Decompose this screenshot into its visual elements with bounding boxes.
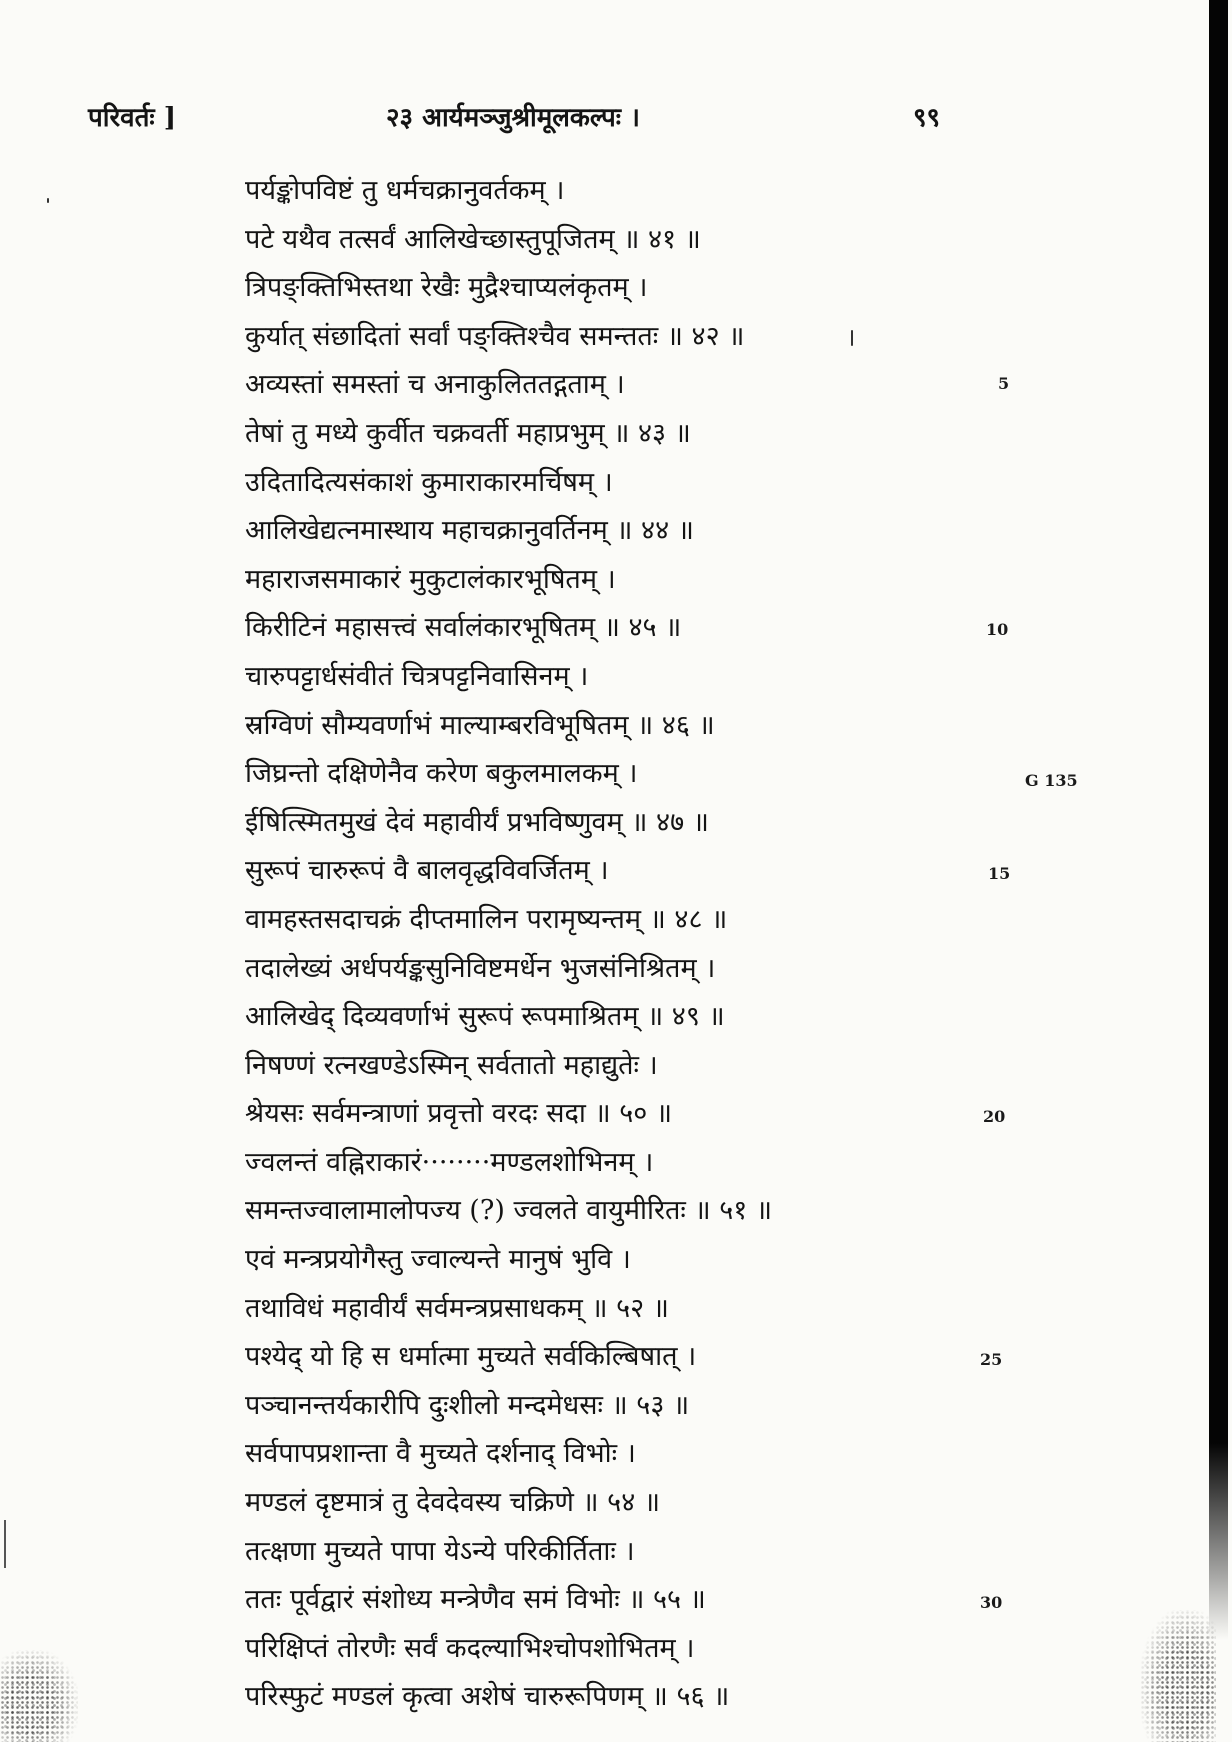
- scan-edge-shadow: [1209, 0, 1228, 1640]
- verse-line: त्रिपङ्क्तिभिस्तथा रेखैः मुद्रैश्चाप्यलंकृतम् ।: [245, 272, 648, 304]
- line-number-marker: 15: [988, 864, 1011, 883]
- verse-line: आलिखेद्यत्नमास्थाय महाचक्रानुवर्तिनम् ॥ ४४ ॥: [245, 515, 694, 547]
- verse-line: निषण्णं रत्नखण्डेऽस्मिन् सर्वतातो महाद्युतेः ।: [245, 1049, 658, 1081]
- verse-line: तत्क्षणा मुच्यते पापा येऽन्ये परिकीर्तिताः ।: [245, 1535, 635, 1567]
- verse-line: तथाविधं महावीर्यं सर्वमन्त्रप्रसाधकम् ॥ ५२ ॥: [245, 1292, 669, 1324]
- verse-line: पश्येद् यो हि स धर्मात्मा मुच्यते सर्वकिल्बिषात् ।: [245, 1341, 697, 1373]
- scan-speck: [851, 330, 853, 346]
- verse-line: परिक्षिप्तं तोरणैः सर्वं कदल्याभिश्चोपशोभितम् ।: [245, 1632, 695, 1664]
- verse-line: मण्डलं दृष्टमात्रं तु देवदेवस्य चक्रिणे ॥ ५४ ॥: [245, 1487, 661, 1519]
- verse-line: पटे यथैव तत्सर्वं आलिखेच्छास्तुपूजितम् ॥ ४१ ॥: [245, 223, 701, 255]
- scan-noise-bottom-left: [0, 1650, 78, 1742]
- verse-line: अव्यस्तां समस्तां च अनाकुलिततद्गताम् ।: [245, 369, 625, 401]
- running-title: २३ आर्यमञ्जुश्रीमूलकल्पः ।: [386, 103, 640, 133]
- line-number-marker: 10: [986, 620, 1009, 639]
- line-number-marker: 5: [998, 374, 1010, 393]
- verse-line: स्रग्विणं सौम्यवर्णाभं माल्याम्बरविभूषितम् ॥ ४६ ॥: [245, 709, 715, 741]
- line-number-marker: 20: [983, 1107, 1006, 1126]
- verse-line: समन्तज्वालामालोपज्य (?) ज्वलते वायुमीरितः ॥ ५१ ॥: [245, 1195, 773, 1227]
- line-number-marker: 25: [980, 1350, 1003, 1369]
- verse-line: ततः पूर्वद्वारं संशोध्य मन्त्रेणैव समं विभोः ॥ ५५ ॥: [245, 1584, 706, 1616]
- edition-page-marker: G 135: [1025, 771, 1078, 790]
- scan-edge-line: [4, 1520, 6, 1568]
- verse-line: परिस्फुटं मण्डलं कृत्वा अशेषं चारुरूपिणम् ॥ ५६ ॥: [245, 1681, 730, 1713]
- chapter-label: परिवर्तः ]: [88, 103, 177, 133]
- verse-block: [245, 167, 945, 1722]
- verse-line: सर्वपापप्रशान्ता वै मुच्यते दर्शनाद् विभोः ।: [245, 1438, 636, 1470]
- scan-noise-bottom-right: [1140, 1610, 1216, 1742]
- scan-speck: [47, 198, 49, 203]
- verse-line: महाराजसमाकारं मुकुटालंकारभूषितम् ।: [245, 563, 616, 595]
- page-number: ९९: [913, 103, 941, 133]
- line-number-marker: 30: [980, 1593, 1003, 1612]
- verse-line: ईषित्स्मितमुखं देवं महावीर्यं प्रभविष्णुवम् ॥ ४७ ॥: [245, 806, 709, 838]
- verse-line: जिघ्रन्तो दक्षिणेनैव करेण बकुलमालकम् ।: [245, 758, 638, 790]
- verse-line: पर्यङ्कोपविष्टं तु धर्मचक्रानुवर्तकम् ।: [245, 175, 565, 206]
- verse-line: उदितादित्यसंकाशं कुमाराकारमर्चिषम् ।: [245, 466, 613, 498]
- verse-line: किरीटिनं महासत्त्वं सर्वालंकारभूषितम् ॥ ४५ ॥: [245, 612, 682, 644]
- verse-line: एवं मन्त्रप्रयोगैस्तु ज्वाल्यन्ते मानुषं भुवि ।: [245, 1244, 631, 1276]
- verse-line: कुर्यात् संछादितां सर्वां पङ्क्तिश्चैव समन्ततः ॥ ४२ ॥: [245, 320, 745, 352]
- verse-line: श्रेयसः सर्वमन्त्राणां प्रवृत्तो वरदः सदा ॥ ५० ॥: [245, 1098, 673, 1130]
- verse-line: चारुपट्टार्धसंवीतं चित्रपट्टनिवासिनम् ।: [245, 660, 589, 692]
- verse-line: तेषां तु मध्ये कुर्वीत चक्रवर्ती महाप्रभुम् ॥ ४३ ॥: [245, 417, 691, 449]
- verse-line: तदालेख्यं अर्धपर्यङ्कसुनिविष्टमर्धेन भुजसंनिश्रितम् ।: [245, 952, 716, 984]
- verse-line: आलिखेद् दिव्यवर्णाभं सुरूपं रूपमाश्रितम् ॥ ४९ ॥: [245, 1001, 725, 1033]
- verse-line: पञ्चानन्तर्यकारीपि दुःशीलो मन्दमेधसः ॥ ५३ ॥: [245, 1389, 690, 1421]
- verse-line: सुरूपं चारुरूपं वै बालवृद्धविवर्जितम् ।: [245, 855, 609, 887]
- verse-line: ज्वलन्तं वह्निराकारं········मण्डलशोभिनम् ।: [245, 1146, 654, 1178]
- verse-line: वामहस्तसदाचक्रं दीप्तमालिन परामृष्यन्तम् ॥ ४८ ॥: [245, 903, 728, 935]
